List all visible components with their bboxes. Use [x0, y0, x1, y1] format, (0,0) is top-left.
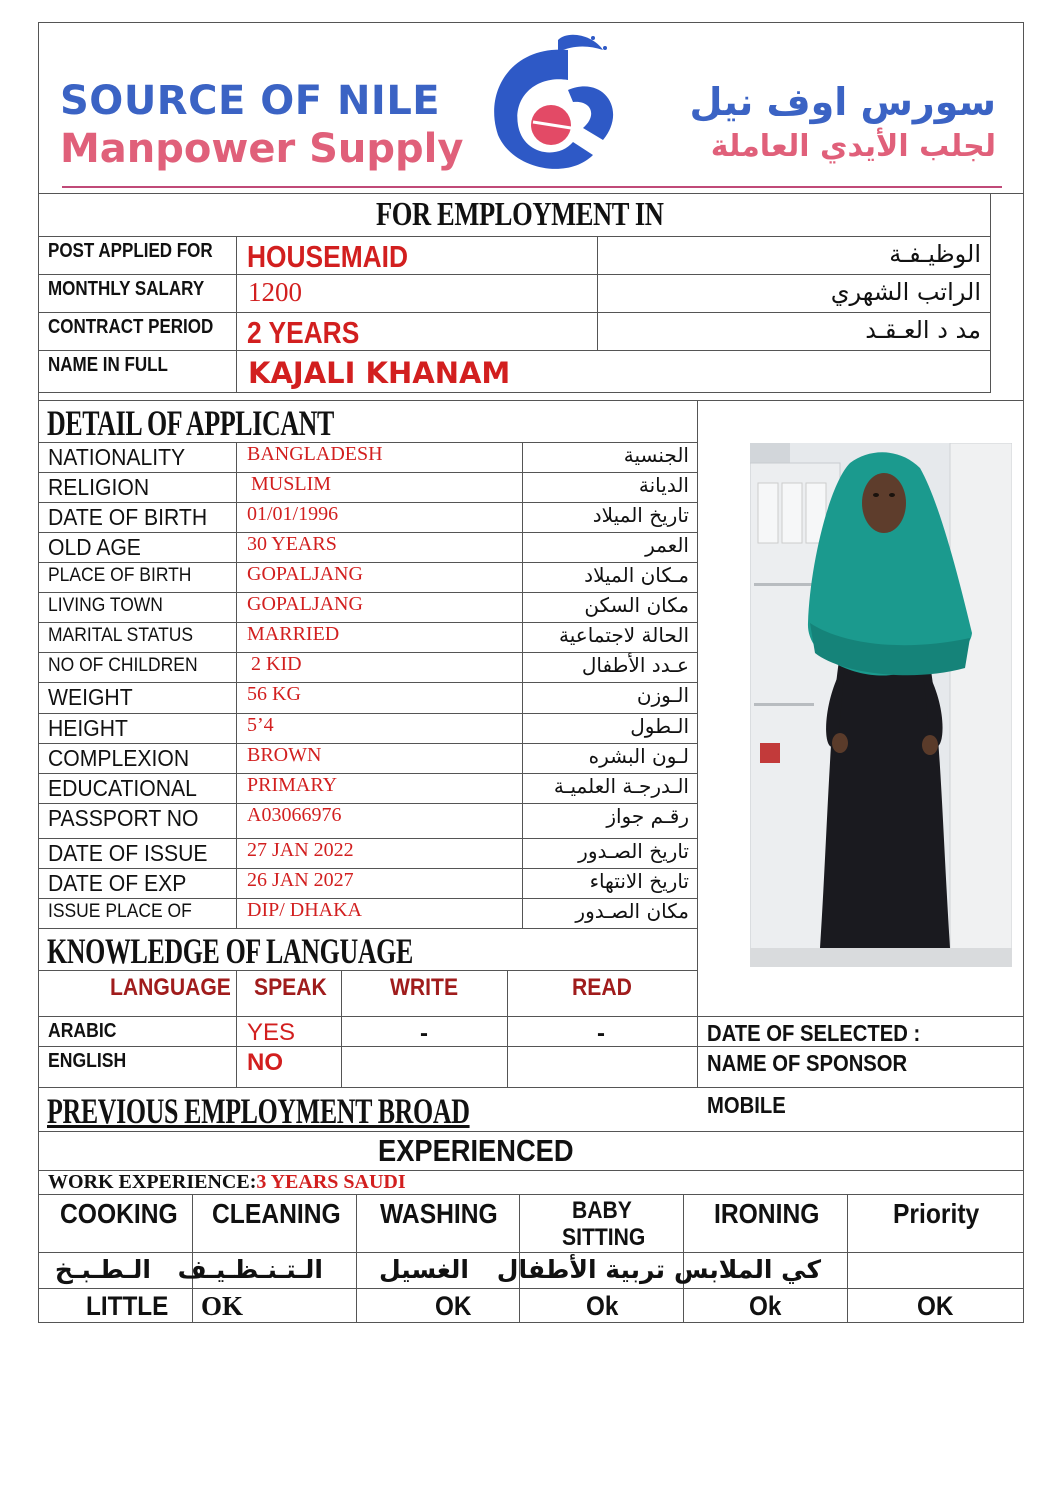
applicant-value: 26 JAN 2027 [247, 869, 354, 891]
applicant-label: OLD AGE [48, 534, 141, 560]
skill-header-baby: BABY [572, 1197, 632, 1224]
applicant-label: HEIGHT [48, 715, 128, 741]
work-experience-value: 3 YEARS SAUDI [256, 1171, 406, 1193]
applicant-ar-label: الـطول [630, 714, 689, 738]
skill-value-cooking: LITTLE [86, 1291, 169, 1321]
applicant-label: LIVING TOWN [48, 595, 163, 616]
skill-header-washing: WASHING [380, 1198, 498, 1229]
skill-value-priority: OK [917, 1291, 954, 1321]
applicant-label: DATE OF ISSUE [48, 840, 208, 866]
applicant-ar-label: تاريخ الميلاد [592, 503, 689, 527]
skill-ar-cooking: الـطـبـخ [54, 1255, 151, 1284]
applicant-row-line [38, 713, 697, 714]
applicant-value: 27 JAN 2022 [247, 839, 354, 861]
emp-row-line [38, 274, 991, 275]
emp-row-line [38, 350, 991, 351]
emp-row-line [38, 312, 991, 313]
applicant-ar-label: الـوزن [636, 683, 689, 707]
skill-header-ironing: IRONING [714, 1198, 820, 1229]
skill-ar-washing: الغسيل [378, 1255, 469, 1284]
skill-header-sitting: SITTING [562, 1224, 646, 1251]
applicant-label: RELIGION [48, 474, 150, 500]
applicant-ar-label: مـكان الميلاد [584, 563, 689, 587]
applicant-label: ISSUE PLACE OF [48, 901, 192, 922]
applicant-photo-illustration [750, 443, 1012, 967]
skill-row-line [38, 1288, 1024, 1289]
emp-row-line [38, 236, 991, 237]
lang-header: READ [572, 974, 632, 1001]
lang-speak: NO [247, 1049, 283, 1076]
lang-name: ENGLISH [48, 1050, 127, 1072]
applicant-ar-label: تاريخ الصـدور [578, 839, 689, 863]
applicant-value: GOPALJANG [247, 593, 363, 615]
emp-value-name: KAJALI KHANAM [248, 356, 511, 390]
applicant-row-line [38, 803, 697, 804]
applicant-label: EDUCATIONAL [48, 775, 197, 801]
section-line [38, 1131, 1024, 1132]
applicant-ar-label: الحالة لاجتماعية [559, 623, 689, 647]
applicant-label: NO OF CHILDREN [48, 655, 198, 676]
applicant-value: DIP/ DHAKA [247, 899, 362, 921]
lang-read: - [597, 1020, 605, 1047]
skill-ar-ironing: كي الملابس [674, 1255, 821, 1284]
skill-header-cooking: COOKING [60, 1198, 178, 1229]
applicant-ar-label: مكان السكن [584, 593, 689, 617]
applicant-value: 01/01/1996 [247, 503, 339, 525]
skill-header-cleaning: CLEANING [212, 1198, 341, 1229]
applicant-value: MUSLIM [251, 473, 332, 495]
experienced-label: EXPERIENCED [378, 1133, 574, 1168]
company-name-ar-line1: سورس اوف نيل [689, 80, 996, 124]
applicant-ar-label: تاريخ الانتهاء [589, 869, 689, 893]
applicant-ar-label: رقـم جواز [606, 804, 689, 828]
swirl-logo-icon [473, 30, 623, 180]
applicant-value: PRIMARY [247, 774, 338, 796]
skill-value-ironing: Ok [749, 1291, 782, 1321]
skill-header-priority: Priority [893, 1198, 980, 1229]
applicant-right-edge [697, 400, 698, 1088]
lang-write: - [420, 1020, 428, 1047]
skill-row-line [38, 1252, 1024, 1253]
emp-col-line [597, 236, 598, 350]
applicant-value: GOPALJANG [247, 563, 363, 585]
emp-label: NAME IN FULL [48, 354, 168, 376]
emp-col-line [236, 236, 237, 393]
applicant-col-line [522, 442, 523, 928]
previous-title: PREVIOUS EMPLOYMENT BROAD [47, 1091, 470, 1131]
applicant-label: DATE OF EXP [48, 870, 187, 896]
skill-value-baby: Ok [586, 1291, 619, 1321]
emp-value: HOUSEMAID [247, 239, 409, 274]
applicant-label: DATE OF BIRTH [48, 504, 208, 530]
applicant-ar-label: الجنسية [623, 443, 689, 467]
applicant-photo [750, 443, 1012, 967]
lang-name: ARABIC [48, 1020, 117, 1042]
lang-row-line [38, 1016, 1024, 1017]
applicant-row-line [38, 682, 697, 683]
emp-ar-label: الراتب الشهري [830, 278, 981, 306]
company-name-ar-line2: لجلب الأيدي العاملة [710, 129, 996, 164]
section-line [38, 400, 1024, 401]
applicant-value: 30 YEARS [247, 533, 337, 555]
emp-ar-label: مد د العـقـد [865, 316, 981, 344]
applicant-value: 5’4 [247, 714, 274, 736]
applicant-label: MARITAL STATUS [48, 625, 194, 646]
applicant-value: A03066976 [247, 804, 342, 826]
applicant-label: COMPLEXION [48, 745, 190, 771]
work-experience [48, 1171, 406, 1194]
applicant-row-line [38, 532, 697, 533]
applicant-ar-label: عـدد الأطفال [581, 653, 689, 677]
skill-value-cleaning: OK [201, 1291, 244, 1321]
sponsor-label: NAME OF SPONSOR [707, 1050, 908, 1076]
lang-speak: YES [247, 1019, 296, 1046]
applicant-ar-label: الـدرجـة العلميـة [553, 774, 689, 798]
applicant-label: NATIONALITY [48, 444, 186, 470]
applicant-value: 56 KG [247, 683, 301, 705]
applicant-label: WEIGHT [48, 684, 133, 710]
applicant-ar-label: الديانة [638, 473, 689, 497]
lang-header: WRITE [390, 974, 459, 1001]
applicant-title: DETAIL OF APPLICANT [47, 403, 334, 443]
skill-ar-baby: تربية الأطفال [496, 1255, 665, 1284]
applicant-value: BROWN [247, 744, 322, 766]
applicant-ar-label: مكان الصـدور [575, 899, 689, 923]
section-line [38, 970, 697, 971]
date-selected-label: DATE OF SELECTED : [707, 1020, 921, 1046]
lang-header: LANGUAGE [110, 974, 231, 1001]
skill-col-line [847, 1194, 848, 1323]
mobile-label: MOBILE [707, 1092, 786, 1118]
lang-col-line [341, 970, 342, 1088]
skill-value-washing: OK [435, 1291, 472, 1321]
company-name-en-line2: Manpower Supply [60, 126, 464, 172]
lang-header: SPEAK [254, 974, 327, 1001]
lang-col-line [236, 970, 237, 1088]
header-underline [62, 186, 1002, 188]
company-name-ar [656, 77, 996, 167]
applicant-value: BANGLADESH [247, 443, 383, 465]
emp-label: POST APPLIED FOR [48, 240, 213, 262]
applicant-value: 2 KID [251, 653, 302, 675]
emp-value: 1200 [248, 277, 302, 307]
applicant-ar-label: لـون البشره [588, 744, 689, 768]
section-line [38, 928, 697, 929]
emp-ar-label: الوظيـفـة [889, 240, 981, 268]
applicant-label: PASSPORT NO [48, 805, 199, 831]
language-title: KNOWLEDGE OF LANGUAGE [47, 931, 413, 971]
applicant-label: PLACE OF BIRTH [48, 565, 192, 586]
applicant-col-line [236, 442, 237, 928]
company-name-en [60, 77, 463, 173]
applicant-ar-label: العمر [645, 533, 689, 557]
skill-ar-cleaning: الـتـنـظـيـف [177, 1255, 323, 1284]
emp-label: MONTHLY SALARY [48, 278, 205, 300]
applicant-value: MARRIED [247, 623, 340, 645]
lang-col-line [507, 970, 508, 1088]
section-line [38, 1194, 1024, 1195]
employment-title: FOR EMPLOYMENT IN [376, 196, 664, 233]
company-name-en-line1: SOURCE OF NILE [60, 78, 441, 124]
work-experience-label: WORK EXPERIENCE: [48, 1171, 257, 1193]
emp-value: 2 YEARS [247, 315, 360, 350]
emp-label: CONTRACT PERIOD [48, 316, 214, 338]
lang-row-line [38, 1087, 1024, 1088]
skill-col-line [356, 1194, 357, 1323]
company-header [38, 22, 1024, 194]
applicant-row-line [38, 472, 697, 473]
